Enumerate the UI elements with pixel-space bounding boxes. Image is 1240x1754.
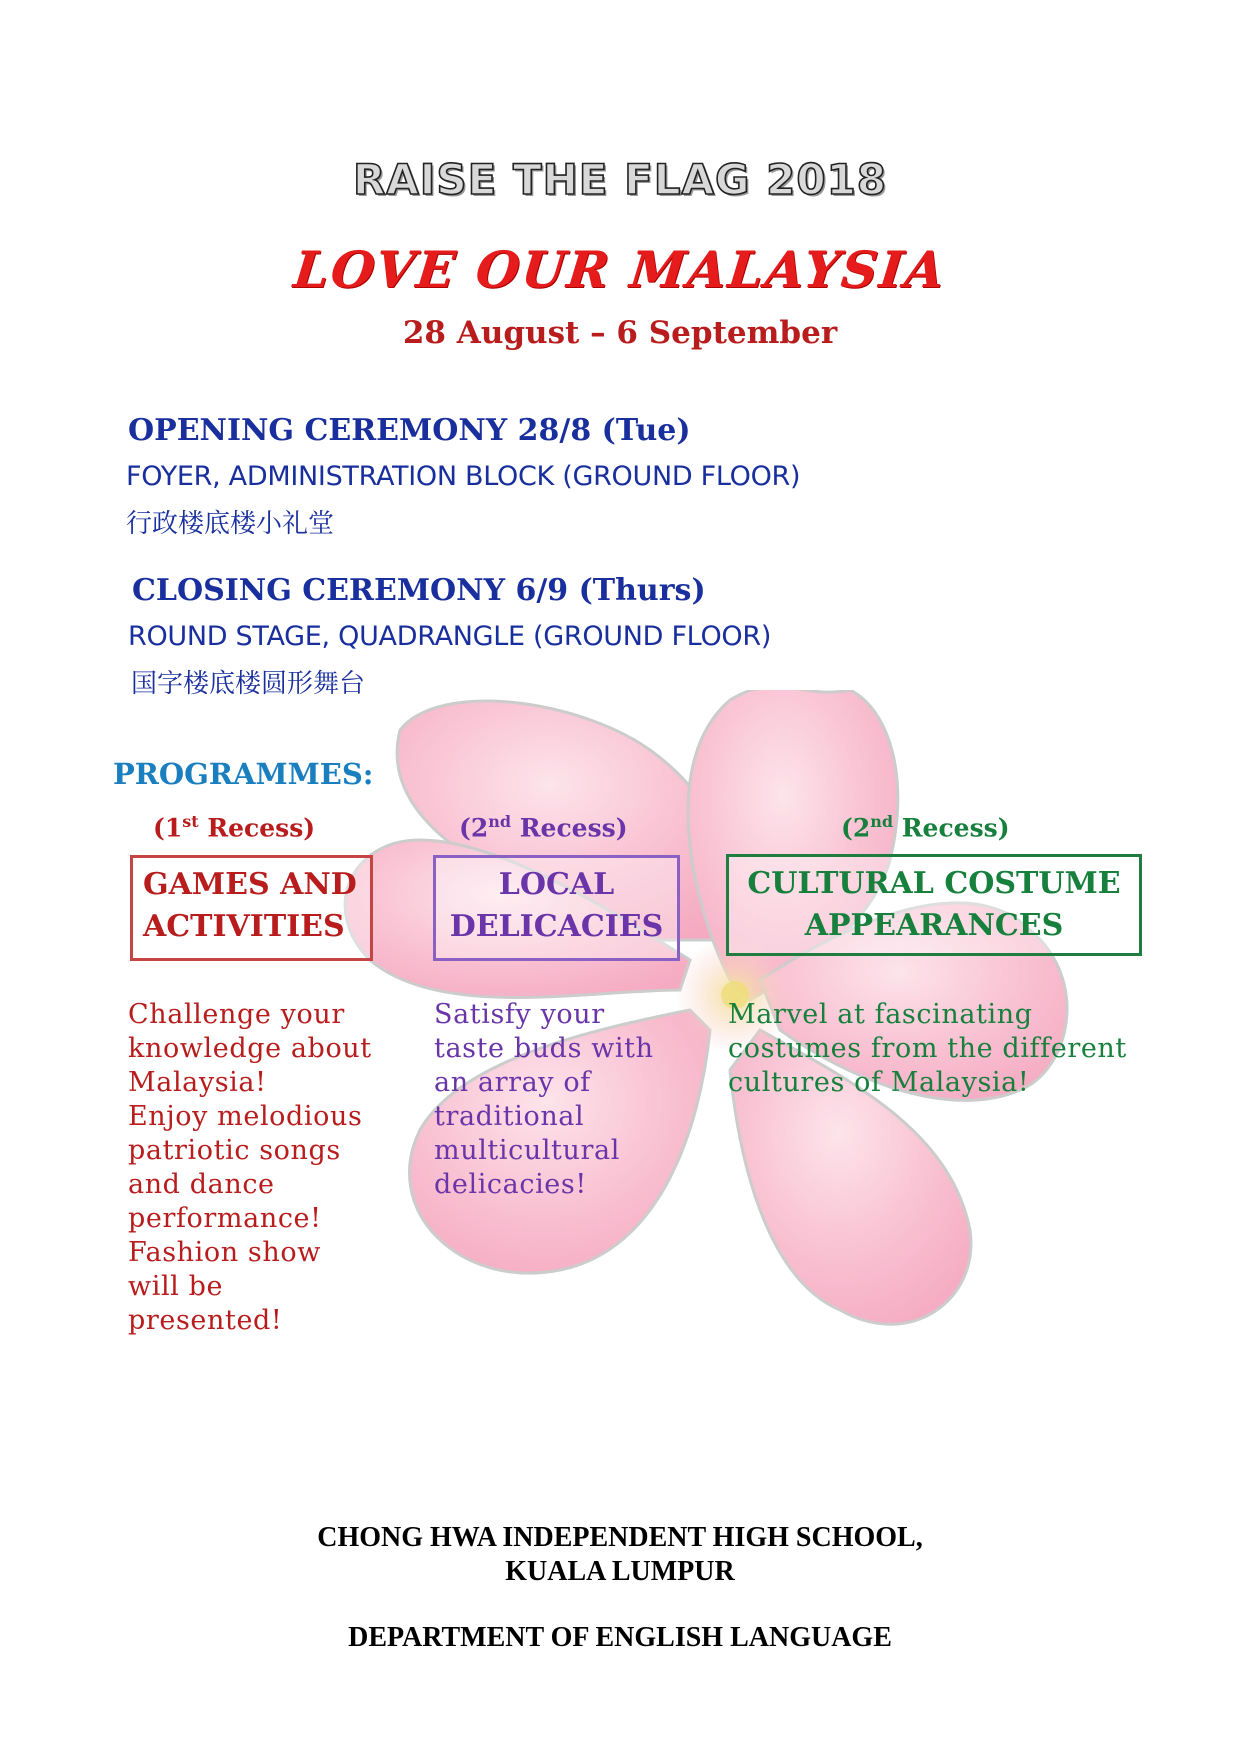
event-slogan: LOVE OUR MALAYSIA: [290, 240, 950, 299]
recess-ordinal: nd: [488, 812, 512, 831]
event-dates: 28 August – 6 September: [402, 315, 838, 351]
recess-label-open: (2: [841, 813, 871, 843]
school-name-line-1: CHONG HWA INDEPENDENT HIGH SCHOOL,: [317, 1522, 923, 1553]
department-name: DEPARTMENT OF ENGLISH LANGUAGE: [348, 1622, 892, 1653]
opening-ceremony-title: OPENING CEREMONY 28/8 (Tue): [128, 413, 691, 448]
programme-1-recess: [153, 812, 315, 842]
programme-3-description: Marvel at fascinating costumes from the different cultures of Malaysia!: [728, 999, 1127, 1098]
closing-ceremony-venue-chinese: 国字楼底楼圆形舞台: [131, 669, 366, 699]
recess-label-open: (2: [459, 813, 489, 843]
recess-label-close: Recess): [198, 813, 316, 843]
event-title: RAISE THE FLAG 2018: [352, 155, 888, 204]
recess-label-open: (1: [153, 813, 183, 843]
programme-3-box-cultural-costume-appearances: CULTURAL COSTUME APPEARANCES: [726, 854, 1142, 956]
school-name-line-2: KUALA LUMPUR: [505, 1556, 735, 1587]
programme-1-box-games-and-activities: GAMES AND ACTIVITIES: [130, 855, 373, 961]
programme-2-description: Satisfy your taste buds with an array of traditional multicultural delicacies!: [434, 999, 654, 1200]
closing-ceremony-title: CLOSING CEREMONY 6/9 (Thurs): [132, 573, 706, 608]
opening-ceremony-venue: FOYER, ADMINISTRATION BLOCK (GROUND FLOOR): [126, 461, 801, 492]
recess-label-close: Recess): [893, 813, 1010, 843]
programme-3-recess: [841, 812, 1010, 842]
recess-ordinal: nd: [870, 812, 894, 831]
recess-label-close: Recess): [511, 813, 628, 843]
closing-ceremony-venue: ROUND STAGE, QUADRANGLE (GROUND FLOOR): [128, 621, 772, 652]
programme-2-box-local-delicacies: LOCAL DELICACIES: [433, 855, 680, 961]
programme-1-description: Challenge your knowledge about Malaysia! Enjoy melodious patriotic songs and dance performance! Fashion show will be presented!: [128, 999, 372, 1336]
recess-ordinal: st: [182, 812, 199, 831]
programme-2-recess: [459, 812, 628, 842]
programmes-heading: PROGRAMMES:: [113, 757, 374, 791]
opening-ceremony-venue-chinese: 行政楼底楼小礼堂: [126, 509, 335, 539]
